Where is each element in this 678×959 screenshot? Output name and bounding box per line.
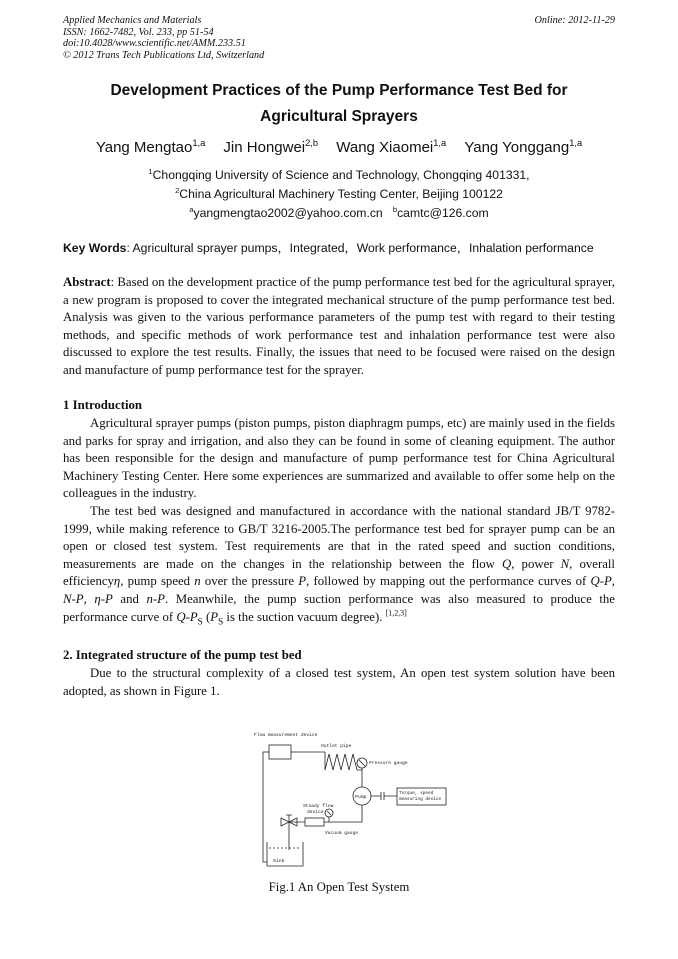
keywords-label: Key Words <box>63 241 127 255</box>
author: Yang Mengtao$^{1,a}$ <box>95 138 206 156</box>
abstract-text: : Based on the development practice of the pump performance test bed for the agricultural sprayer, a new program is proposed to cover the integrated mechanical structure of the pump performance test bed. Analysis was given to the various performance parameters of the pump test with regard to their testing methods, and specific methods of work performance test and inhalation performance test were also discussed to explore the test results. Finally, the issues that need to be focused were raised on the design and manufacture of pump performance test for the sprayer. <box>63 275 615 377</box>
section-heading-integrated-structure: 2. Integrated structure of the pump test bed <box>63 648 302 662</box>
journal-header <box>63 15 264 61</box>
shaft-coupling <box>371 792 397 800</box>
pressure-gauge-label: Pressure gauge <box>369 761 408 766</box>
abstract-label: Abstract <box>63 275 111 289</box>
flow-measurement-device <box>269 745 291 759</box>
torque-label-2: measuring device <box>399 797 442 802</box>
paragraph: The test bed was designed and manufactured in accordance with the national standard JB/T 9782-1999, while making reference to GB/T 3216-2005.The performance test bed for sprayer pump can be an open or closed test system. Test requirements are that in the rated speed and suction conditions, measurements are made on the changes in the relationship between the flow Q, power N, overall efficiencyη, pump speed n over the pressure P, followed by mapping out the performance curves of Q-P, N-P, η-P and n-P. Meanwhile, the pump suction performance was also measured to produce the performance curve of $Q-P_S$ ($P_S$ is the suction vacuum degree). [1,2,3] <box>63 503 615 627</box>
affiliation-2: $^2$China Agricultural Machinery Testing Center, Beijing 100122 <box>175 185 503 201</box>
journal-name: Applied Mechanics and Materials <box>63 15 202 26</box>
author-emails: $^a$yangmengtao2002@yahoo.com.cn $^b$camtc@126.com <box>189 204 489 220</box>
gauge-needle <box>359 760 365 766</box>
email-a: yangmengtao2002@yahoo.com.cn <box>193 206 383 220</box>
figure-caption: Fig.1 An Open Test System <box>268 880 410 894</box>
journal-doi: doi:10.4028/www.scientific.net/AMM.233.51 <box>63 38 246 50</box>
author: Yang Yonggang$^{1,a}$ <box>464 138 583 156</box>
affiliation-1: $^1$Chongqing University of Science and Technology, Chongqing 401331, <box>148 166 530 182</box>
return-pipe <box>263 752 269 862</box>
torque-label-1: Torque, speed <box>399 791 434 796</box>
author-list <box>40 139 638 156</box>
title-line-2: Agricultural Sprayers <box>260 108 418 125</box>
affiliations <box>60 166 618 223</box>
keywords <box>63 239 623 256</box>
email-b: camtc@126.com <box>397 206 489 220</box>
figure-open-test-system <box>245 728 455 872</box>
steady-gauge-needle <box>327 811 331 815</box>
section-heading-introduction: 1 Introduction <box>63 398 143 412</box>
steady-flow-device <box>305 818 324 826</box>
outlet-pipe-label: Outlet pipe <box>321 744 352 749</box>
sink-label: Sink <box>273 859 285 864</box>
vacuum-gauge-label: Vacuum gauge <box>325 831 359 836</box>
online-date: Online: 2012-11-29 <box>534 15 615 26</box>
steady-flow-label-2: device <box>307 810 324 815</box>
abstract <box>63 274 615 380</box>
steady-flow-label-1: Steady flow <box>303 804 334 809</box>
title-line-1: Development Practices of the Pump Performance Test Bed for <box>110 82 568 99</box>
journal-issn: ISSN: 1662-7482, Vol. 233, pp 51-54 <box>63 26 214 38</box>
author: Jin Hongwei$^{2,b}$ <box>223 138 319 156</box>
pump-label: Pump <box>355 795 367 800</box>
section-integrated-structure <box>63 665 615 700</box>
paper-title <box>60 78 618 130</box>
flow-device-label: Flow measurement device <box>254 733 318 738</box>
keywords-text: : Agricultural sprayer pumps，Integrated，Work performance，Inhalation performance <box>126 241 594 255</box>
outlet-pipe-coil <box>325 752 357 770</box>
paragraph: Agricultural sprayer pumps (piston pumps, piston diaphragm pumps, etc) are mainly used in the fields and parks for spray and irrigation, and also they can be found in some of cleaning equipment. The author has been responsible for the design and manufacture of pump performance test for China Agricultural Machinery Testing Center. Here some experiences are summarized and available to offer some help on the colleagues in the industry. <box>63 416 615 501</box>
citation: [1,2,3] <box>385 608 407 618</box>
section-introduction <box>63 415 615 626</box>
paragraph: Due to the structural complexity of a closed test system, An open test system solution have been adopted, as shown in Figure 1. <box>63 666 615 698</box>
author: Wang Xiaomei$^{1,a}$ <box>336 138 447 156</box>
journal-copyright: © 2012 Trans Tech Publications Ltd, Switzerland <box>63 49 265 61</box>
